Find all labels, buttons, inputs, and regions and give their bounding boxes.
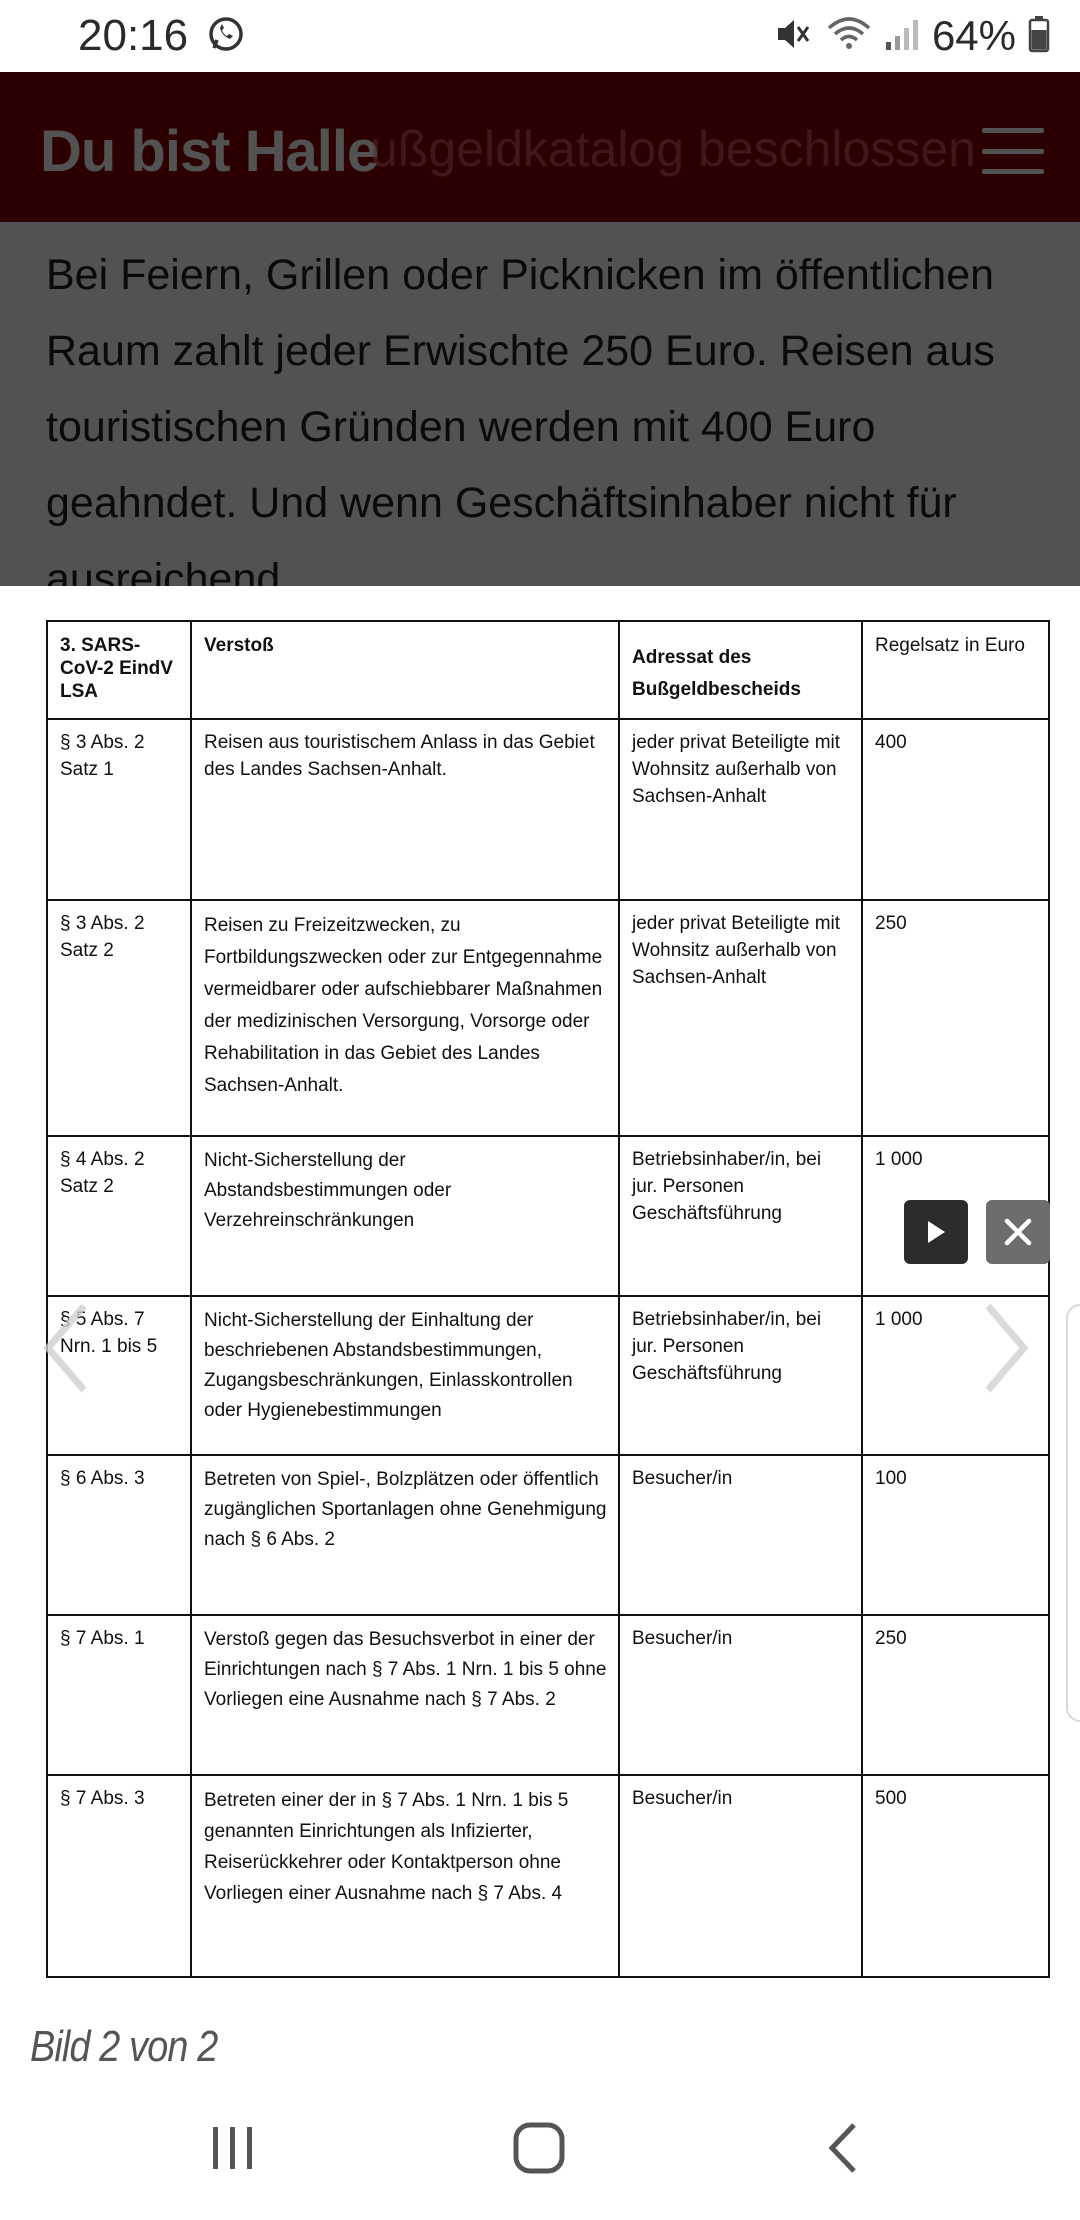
- cell-violation: Reisen aus touristischem Anlass in das Gebiet des Landes Sachsen-Anhalt.: [191, 719, 619, 900]
- cell-addressee: jeder privat Beteiligte mit Wohnsitz außerhalb von Sachsen-Anhalt: [619, 719, 862, 900]
- mute-icon: [774, 16, 814, 57]
- gallery-image-fine-table[interactable]: [46, 620, 1048, 1976]
- chevron-left-icon: [40, 1300, 90, 1396]
- gallery-caption: Bild 2 von 2: [30, 2022, 218, 2071]
- table-row: [47, 719, 1049, 900]
- cell-violation: Nicht-Sicherstellung der Abstandsbestimmungen oder Verzehreinschränkungen: [191, 1136, 619, 1296]
- play-icon: [923, 1218, 949, 1246]
- cell-violation: Nicht-Sicherstellung der Einhaltung der beschriebenen Abstandsbestimmungen, Zugangsbeschränkungen, Einlasskontrollen oder Hygienebestimmungen: [191, 1296, 619, 1455]
- cell-amount: 1 000: [862, 1296, 1049, 1455]
- edge-panel-handle[interactable]: [1066, 1304, 1080, 1722]
- cell-amount: 100: [862, 1455, 1049, 1615]
- cell-paragraph: § 4 Abs. 2 Satz 2: [47, 1136, 191, 1296]
- cell-amount: 1 000: [862, 1136, 1049, 1296]
- table-row: [47, 1455, 1049, 1615]
- cell-paragraph: § 3 Abs. 2 Satz 1: [47, 719, 191, 900]
- fine-table: [46, 620, 1050, 1978]
- signal-icon: [884, 16, 920, 57]
- article-page-background: [0, 72, 1080, 586]
- cell-amount: 400: [862, 719, 1049, 900]
- close-lightbox-button[interactable]: [986, 1200, 1050, 1264]
- cell-addressee: Besucher/in: [619, 1615, 862, 1775]
- chevron-right-icon: [982, 1300, 1032, 1396]
- cell-paragraph: § 5 Abs. 7 Nrn. 1 bis 5: [47, 1296, 191, 1455]
- home-button[interactable]: [506, 2116, 572, 2180]
- whatsapp-icon: [206, 14, 246, 59]
- cell-addressee: Besucher/in: [619, 1455, 862, 1615]
- cell-addressee: Betriebsinhaber/in, bei jur. Personen Geschäftsführung: [619, 1136, 862, 1296]
- header-violation: Verstoß: [191, 621, 619, 719]
- back-button[interactable]: [812, 2116, 872, 2180]
- home-icon: [512, 2121, 566, 2175]
- battery-icon: [1028, 15, 1050, 58]
- cell-violation: Verstoß gegen das Besuchsverbot in einer der Einrichtungen nach § 7 Abs. 1 Nrn. 1 bis 5 ohne Vorliegen eine Ausnahme nach § 7 Abs. 2: [191, 1615, 619, 1775]
- cell-amount: 500: [862, 1775, 1049, 1977]
- header-addressee: Adressat des Bußgeldbescheids: [619, 621, 862, 719]
- table-row: [47, 1615, 1049, 1775]
- back-icon: [824, 2121, 860, 2175]
- battery-percent: 64%: [931, 12, 1016, 59]
- cell-paragraph: § 7 Abs. 3: [47, 1775, 191, 1977]
- table-row: [47, 900, 1049, 1136]
- table-row: [47, 1296, 1049, 1455]
- header-amount: Regelsatz in Euro: [862, 621, 1049, 719]
- header-paragraph: 3. SARS-CoV-2 EindV LSA: [47, 621, 191, 719]
- cell-addressee: Besucher/in: [619, 1775, 862, 1977]
- cell-violation: Betreten einer der in § 7 Abs. 1 Nrn. 1 bis 5 genannten Einrichtungen als Infizierter, Reiserückkehrer oder Kontaktperson ohne Vorliegen einer Ausnahme nach § 7 Abs. 4: [191, 1775, 619, 1977]
- next-image-button[interactable]: [982, 1300, 1032, 1401]
- close-icon: [1002, 1216, 1034, 1248]
- cell-addressee: Betriebsinhaber/in, bei jur. Personen Geschäftsführung: [619, 1296, 862, 1455]
- system-navigation-bar: [0, 2076, 1080, 2220]
- cell-paragraph: § 3 Abs. 2 Satz 2: [47, 900, 191, 1136]
- recent-apps-button[interactable]: [200, 2116, 266, 2180]
- cell-addressee: jeder privat Beteiligte mit Wohnsitz außerhalb von Sachsen-Anhalt: [619, 900, 862, 1136]
- cell-paragraph: § 6 Abs. 3: [47, 1455, 191, 1615]
- cell-amount: 250: [862, 900, 1049, 1136]
- previous-image-button[interactable]: [40, 1300, 90, 1401]
- image-lightbox: [0, 586, 1080, 2076]
- table-row: [47, 1136, 1049, 1296]
- status-time: 20:16: [78, 11, 189, 60]
- slideshow-play-button[interactable]: [904, 1200, 968, 1264]
- cell-violation: Betreten von Spiel-, Bolzplätzen oder öffentlich zugänglichen Sportanlagen ohne Genehmigung nach § 6 Abs. 2: [191, 1455, 619, 1615]
- table-header-row: [47, 621, 1049, 719]
- recent-apps-icon: [209, 2123, 257, 2173]
- wifi-icon: [826, 16, 872, 57]
- modal-backdrop[interactable]: [0, 72, 1080, 586]
- cell-violation: Reisen zu Freizeitzwecken, zu Fortbildungszwecken oder zur Entgegennahme vermeidbarer oder aufschiebbarer Maßnahmen der medizinischen Versorgung, Vorsorge oder Rehabilitation in das Gebiet des Landes Sachsen-Anhalt.: [191, 900, 619, 1136]
- table-row: [47, 1775, 1049, 1977]
- status-bar: [0, 0, 1080, 72]
- cell-amount: 250: [862, 1615, 1049, 1775]
- cell-paragraph: § 7 Abs. 1: [47, 1615, 191, 1775]
